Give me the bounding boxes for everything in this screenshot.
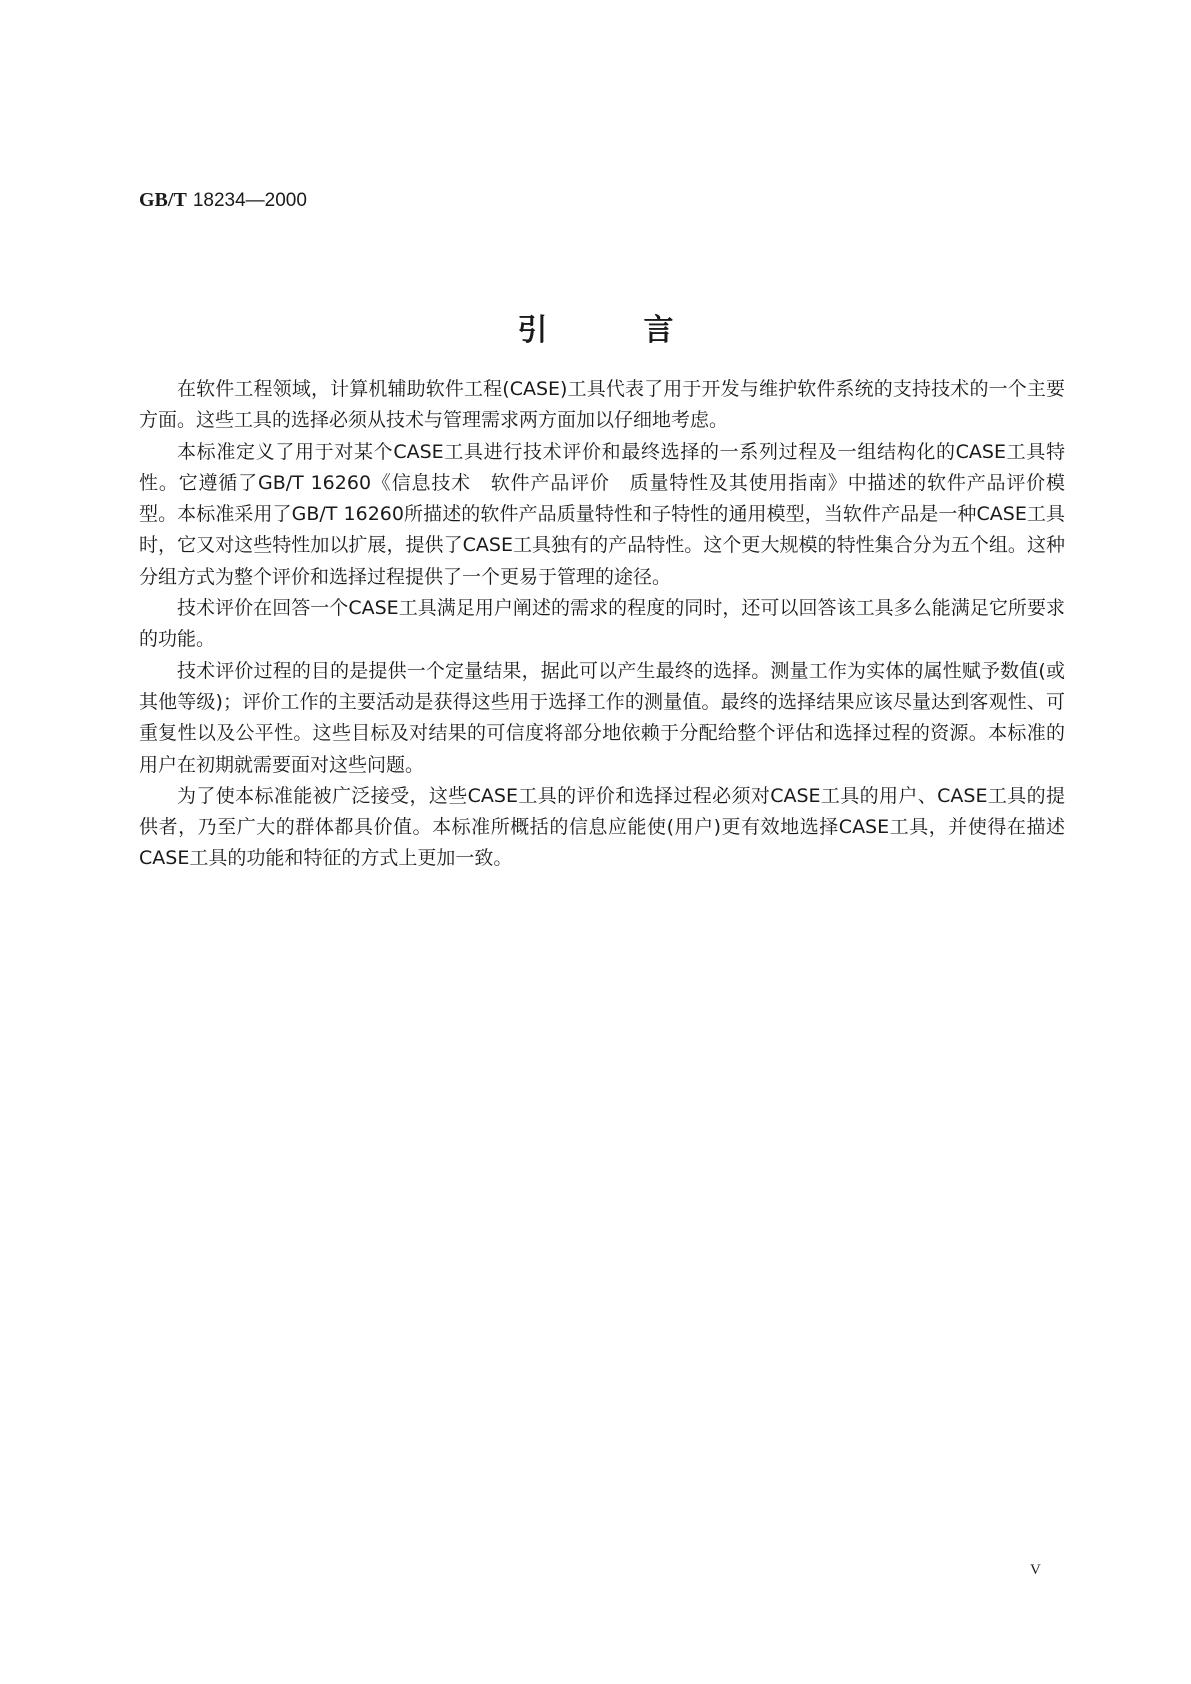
paragraph: 为了使本标准能被广泛接受，这些CASE工具的评价和选择过程必须对CASE工具的用户、CASE工具的提供者，乃至广大的群体都具价值。本标准所概括的信息应能使(用户)更有效地选择CASE工具，并使得在描述CASE工具的功能和特征的方式上更加一致。 [139, 784, 1065, 870]
paragraph: 本标准定义了用于对某个CASE工具进行技术评价和最终选择的一系列过程及一组结构化的CASE工具特性。它遵循了GB/T 16260《信息技术 软件产品评价 质量特性及其使用指南》中描述的软件产品评价模型。本标准采用了GB/T 16260所描述的软件产品质量特性和子特性的通用模型，当软件产品是一种CASE工具时，它又对这些特性加以扩展，提供了CASE工具独有的产品特性。这个更大规模的特性集合分为五个组。这种分组方式为整个评价和选择过程提供了一个更易于管理的途径。 [139, 440, 1065, 588]
paragraph: 在软件工程领域，计算机辅助软件工程(CASE)工具代表了用于开发与维护软件系统的支持技术的一个主要方面。这些工具的选择必须从技术与管理需求两方面加以仔细地考虑。 [139, 378, 1065, 432]
paragraph: 技术评价过程的目的是提供一个定量结果，据此可以产生最终的选择。测量工作为实体的属性赋予数值(或其他等级)；评价工作的主要活动是获得这些用于选择工作的测量值。最终的选择结果应该尽量达到客观性、可重复性以及公平性。这些目标及对结果的可信度将部分地依赖于分配给整个评估和选择过程的资源。本标准的用户在初期就需要面对这些问题。 [139, 659, 1065, 776]
standard-number: 18234—2000 [192, 190, 307, 211]
standard-prefix: GB/T [139, 189, 187, 211]
paragraph: 技术评价在回答一个CASE工具满足用户阐述的需求的程度的同时，还可以回答该工具多么能满足它所要求的功能。 [139, 597, 1065, 651]
introduction-body [139, 374, 1065, 875]
standard-code [139, 189, 307, 212]
page-title: 引言 [517, 313, 770, 348]
page-number: V [1030, 1562, 1041, 1578]
